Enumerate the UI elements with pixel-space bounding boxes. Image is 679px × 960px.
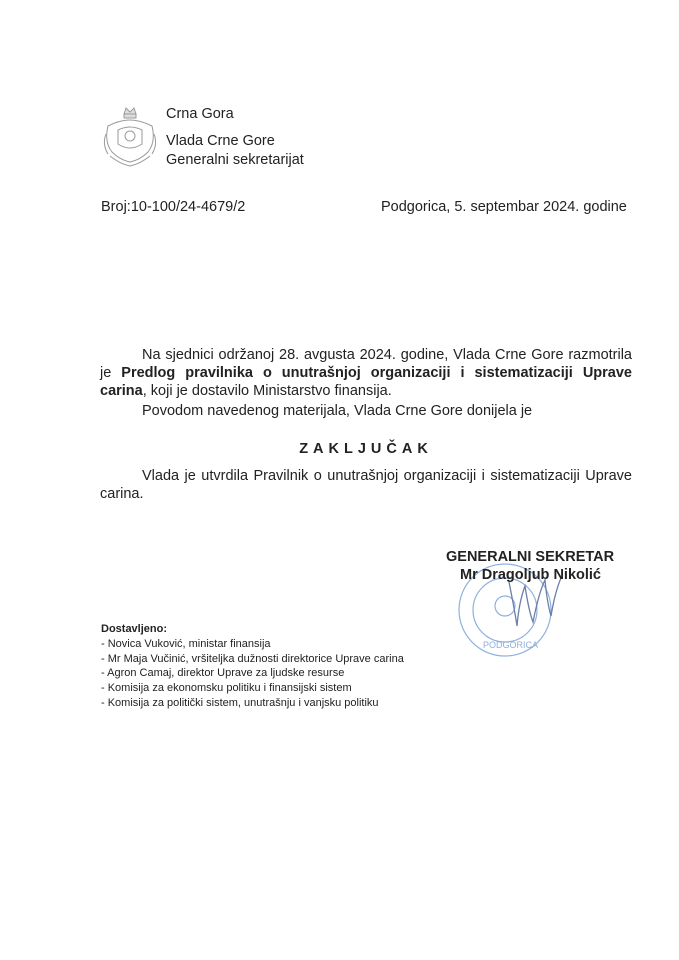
signatory-title: GENERALNI SEKRETAR bbox=[446, 549, 615, 565]
distribution-item: - Novica Vuković, ministar finansija bbox=[101, 637, 271, 650]
header-secretariat: Generalni sekretarijat bbox=[166, 152, 304, 168]
distribution-heading: Dostavljeno: bbox=[101, 623, 168, 635]
distribution-item: - Komisija za ekonomsku politiku i finansijski sistem bbox=[101, 682, 352, 695]
header-government: Vlada Crne Gore bbox=[166, 133, 275, 149]
header-country: Crna Gora bbox=[166, 106, 234, 122]
signatory-name: Mr Dragoljub Nikolić bbox=[460, 567, 601, 583]
proposal-title: Predlog pravilnika o unutrašnjoj organizaciji i sistematizaciji Uprave carina bbox=[100, 365, 632, 399]
session-text: Na sjednici održanoj 28. avgusta 2024. godine, Vlada Crne Gore razmotrila je bbox=[100, 347, 632, 381]
document-date: Podgorica, 5. septembar 2024. godine bbox=[381, 199, 627, 215]
svg-text:PODGORICA: PODGORICA bbox=[483, 640, 539, 650]
distribution-item: - Mr Maja Vučinić, vršiteljka dužnosti direktorice Uprave carina bbox=[101, 652, 404, 665]
session-text-end: , koji je dostavilo Ministarstvo finansija. bbox=[142, 383, 392, 399]
paragraph-conclusion bbox=[100, 467, 632, 503]
conclusion-title: ZAKLJUČAK bbox=[299, 441, 433, 457]
paragraph-decision-intro: Povodom navedenog materijala, Vlada Crne Gore donijela je bbox=[142, 403, 533, 419]
paragraph-session bbox=[100, 346, 632, 400]
distribution-item: - Komisija za politički sistem, unutrašnju i vanjsku politiku bbox=[101, 696, 379, 709]
distribution-item: - Agron Camaj, direktor Uprave za ljudske resurse bbox=[101, 667, 345, 680]
conclusion-text: Vlada je utvrdila Pravilnik o unutrašnjoj organizaciji i sistematizaciji Uprave carina. bbox=[100, 468, 632, 502]
document-number: Broj:10-100/24-4679/2 bbox=[101, 199, 246, 215]
coat-of-arms-icon bbox=[100, 104, 160, 170]
distribution-list bbox=[101, 622, 404, 711]
